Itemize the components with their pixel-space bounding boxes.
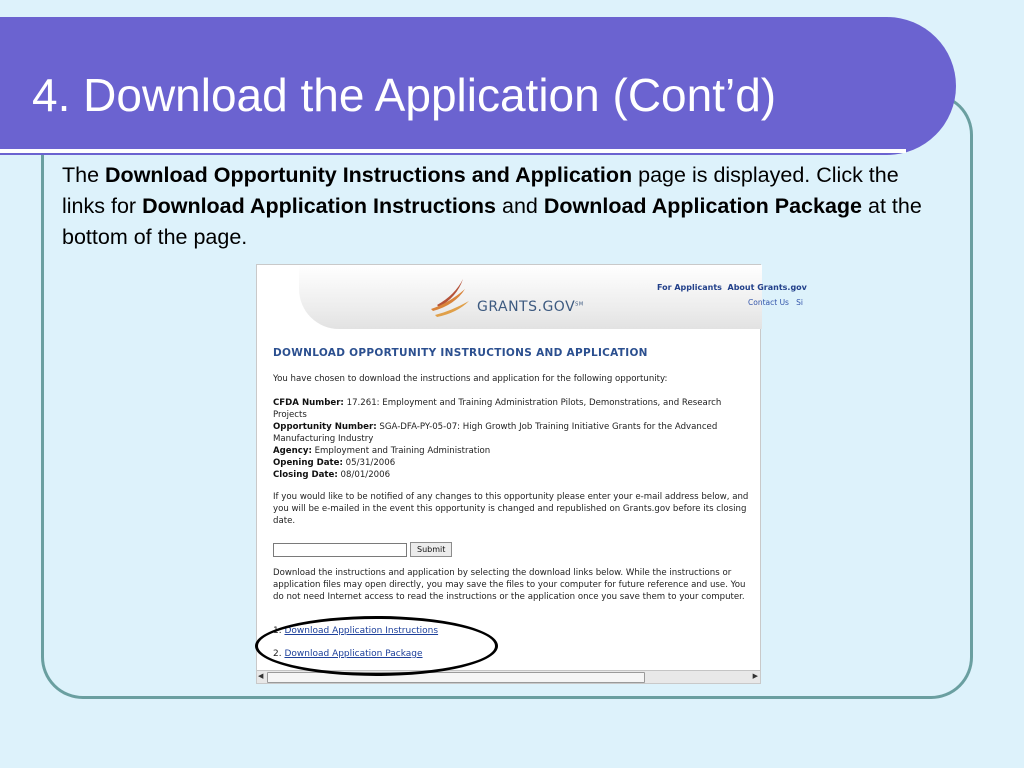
body-text-2: page is displayed. Click the links for [62,163,899,218]
body-text-1: The [62,163,106,187]
download-instructions-text: Download the instructions and application by selecting the download links below. While the instructions or application files may open directly, you may save the files to your computer for future reference and use. You do not need Internet access to read the instructions or the application once you save them to your computer. [273,568,746,602]
scroll-thumb[interactable] [267,672,645,683]
email-row [273,539,452,558]
slide-title: 4. Download the Application (Cont’d) [32,69,777,121]
body-bold-page-name: Download Opportunity Instructions and Application [105,163,633,187]
closing-date-row: Closing Date: 08/01/2006 [273,470,391,480]
agency-row: Agency: Employment and Training Administration [273,446,491,456]
site-top-nav [657,283,807,292]
scroll-left-icon[interactable]: ◀ [258,672,264,680]
download-item-1: 1. Download Application Instructions [273,626,439,636]
about-grants-gov-link[interactable]: About Grants.gov [727,283,807,292]
title-underline [0,149,906,153]
download-application-instructions-link[interactable]: Download Application Instructions [284,626,439,636]
grants-gov-logo-icon [429,277,479,317]
scroll-right-icon[interactable]: ▶ [752,672,758,680]
opportunity-row: Opportunity Number: SGA-DFA-PY-05-07: High Growth Job Training Initiative Grants for the Advanced Manufacturing Industry [273,422,718,444]
body-text-3: and [496,194,544,218]
body-bold-package: Download Application Package [543,194,863,218]
body-bold-instructions: Download Application Instructions [142,194,497,218]
site-map-link[interactable]: Si [796,298,803,307]
body-text-4: at the bottom of the page. [62,194,922,249]
site-header [299,265,807,329]
submit-button[interactable]: Submit [410,542,452,557]
opportunity-details [273,397,751,481]
highlight-ellipse [255,616,498,676]
title-bar [0,17,956,155]
cfda-row: CFDA Number: 17.261: Employment and Training Administration Pilots, Demonstrations, and Research Projects [273,398,722,420]
download-item-2: 2. Download Application Package [273,649,423,659]
site-sub-nav [748,298,803,307]
contact-us-link[interactable]: Contact Us [748,298,789,307]
email-input[interactable] [273,543,407,557]
notify-text: If you would like to be notified of any changes to this opportunity please enter your e-mail address below, and you will be e-mailed in the event this opportunity is changed and republished on Grants.gov before its closing date. [273,492,749,526]
page-heading: DOWNLOAD OPPORTUNITY INSTRUCTIONS AND APPLICATION [273,347,648,359]
slide-body-text [62,160,922,253]
intro-text: You have chosen to download the instructions and application for the following opportunity: [273,374,668,384]
download-application-package-link[interactable]: Download Application Package [284,649,423,659]
for-applicants-link[interactable]: For Applicants [657,283,722,292]
opening-date-row: Opening Date: 05/31/2006 [273,458,396,468]
grants-gov-logo-text: GRANTS.GOV℠ [477,299,584,315]
